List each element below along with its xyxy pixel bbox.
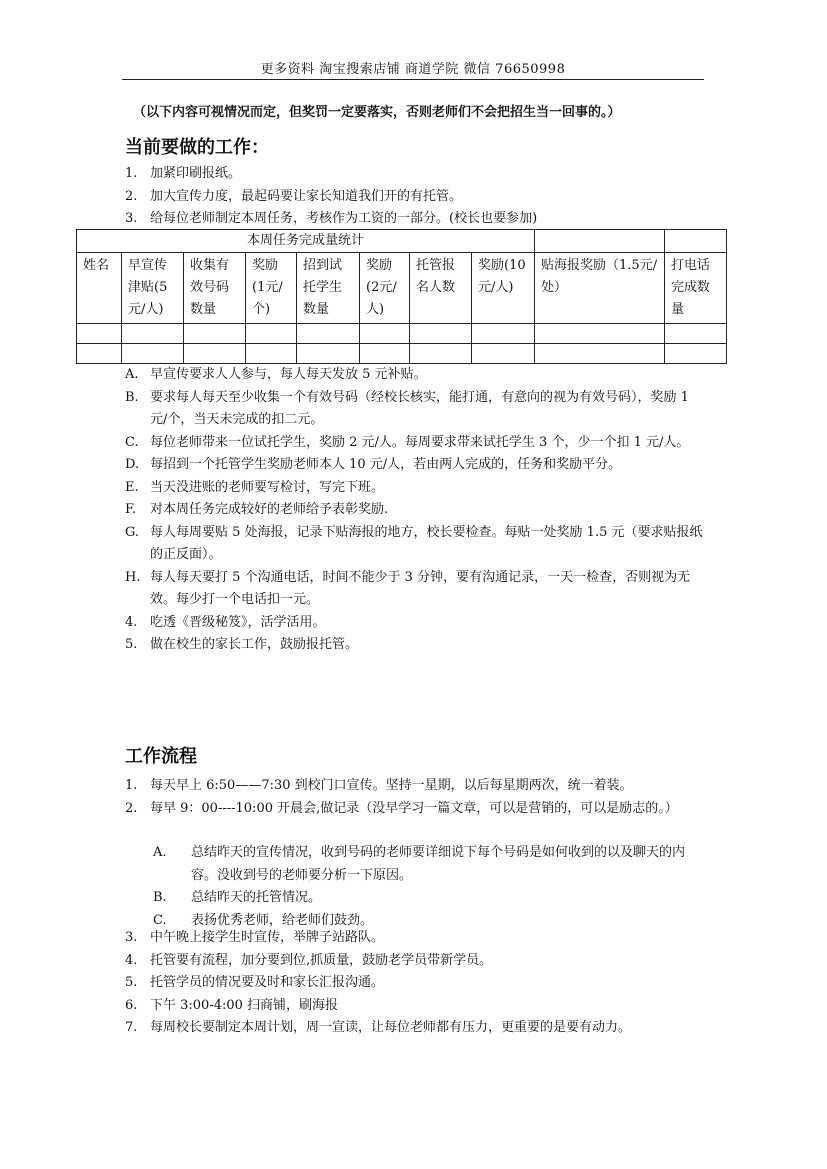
list-item: B. 总结昨天的托管情况。 (153, 890, 322, 905)
table-title: 本周任务完成量统计 (77, 230, 535, 253)
column-header: 收集有效号码数量 (184, 253, 246, 324)
list-item: 7. 每周校长要制定本周计划，周一宣读，让每位老师都有压力，更重要的是要有动力。 (125, 1020, 632, 1035)
list-item: 2. 加大宣传力度，最起码要让家长知道我们开的有托管。 (125, 188, 463, 204)
list-item: 4. 吃透《晋级秘笈》，活学活用。 (125, 614, 326, 630)
column-header: 贴海报奖励（1.5元/处） (535, 253, 665, 324)
column-header: 奖励(2元/人) (360, 253, 410, 324)
list-item: 1. 加紧印刷报纸。 (125, 166, 242, 181)
table-header-row (77, 253, 727, 324)
workflow-list-a (125, 775, 705, 820)
column-header: 招到试托学生数量 (297, 253, 360, 324)
list-item: C. 每位老师带来一位试托学生，奖励 2 元/人。每周要求带来试托学生 3 个，少一个扣 1 元/人。 (125, 434, 690, 450)
page-header: 更多资料 淘宝搜索店铺 商道学院 微信 76650998 (260, 62, 566, 77)
column-header: 奖励(10元/人) (472, 253, 535, 324)
list-item: 6. 下午 3:00-4:00 扫商铺，刷海报 (125, 997, 339, 1013)
list-item: E. 当天没进账的老师要写检讨，写完下班。 (125, 479, 385, 495)
workflow-list-b (125, 927, 705, 1040)
list-item: F. 对本周任务完成较好的老师给予表彰奖励. (125, 502, 389, 517)
list-item: 3. 中午晚上接学生时宣传，举牌子站路队。 (125, 930, 385, 945)
list-item: 1. 每天早上 6:50——7:30 到校门口宣传。坚持一星期，以后每星期两次，统一着装。 (125, 778, 633, 793)
table-row (77, 324, 727, 344)
note-text: （以下内容可视情况而定，但奖罚一定要落实，否则老师们不会把招生当一回事的。） (133, 105, 621, 120)
list-item: B. 要求每人每天至少收集一个有效号码（经校长核实，能打通，有意向的视为有效号码），奖励 1 元/个，当天未完成的扣二元。 (125, 389, 689, 427)
column-header: 奖励(1元/个) (246, 253, 297, 324)
column-header: 打电话完成数量 (665, 253, 727, 324)
workflow-sub-list (153, 842, 705, 932)
weekly-task-table (76, 229, 727, 364)
section-heading-current-work: 当前要做的工作： (125, 137, 269, 158)
table-header-blank (535, 230, 665, 253)
column-header: 姓名 (77, 253, 122, 324)
current-work-list (125, 163, 705, 231)
list-item: A. 总结昨天的宣传情况，收到号码的老师要详细说下每个号码是如何收到的以及聊天的内容。没收到号的老师要分析一下原因。 (153, 845, 686, 883)
column-header: 托管报名人数 (410, 253, 472, 324)
list-item: 5. 托管学员的情况要及时和家长汇报沟通。 (125, 975, 385, 990)
list-item: 4. 托管要有流程，加分要到位,抓质量，鼓励老学员带新学员。 (125, 952, 493, 968)
list-item: A. 早宣传要求人人参与，每人每天发放 5 元补贴。 (125, 367, 427, 382)
list-item: 2. 每早 9：00----10:00 开晨会,做记录（没早学习一篇文章，可以是营销的，可以是励志的。） (125, 800, 678, 816)
list-item: H. 每人每天要打 5 个沟通电话，时间不能少于 3 分钟，要有沟通记录，一天一检查，否则视为无效。每少打一个电话扣一元。 (125, 569, 691, 607)
list-item: C. 表扬优秀老师，给老师们鼓劲。 (153, 912, 374, 928)
header-divider (122, 79, 704, 80)
table-header-blank (665, 230, 727, 253)
section-heading-workflow: 工作流程 (125, 746, 197, 767)
table-row (77, 344, 727, 364)
list-item: 3. 给每位老师制定本周任务，考核作为工资的一部分。(校长也要参加) (125, 211, 538, 226)
list-item: D. 每招到一个托管学生奖励老师本人 10 元/人，若由两人完成的，任务和奖励平分。 (125, 457, 622, 472)
list-item: G. 每人每周要贴 5 处海报，记录下贴海报的地方，校长要检查。每贴一处奖励 1.5 元（要求贴报纸的正反面）。 (125, 524, 703, 562)
column-header: 早宣传津贴(5元/人) (122, 253, 184, 324)
rules-list (125, 364, 705, 657)
list-item: 5. 做在校生的家长工作，鼓励报托管。 (125, 637, 359, 652)
